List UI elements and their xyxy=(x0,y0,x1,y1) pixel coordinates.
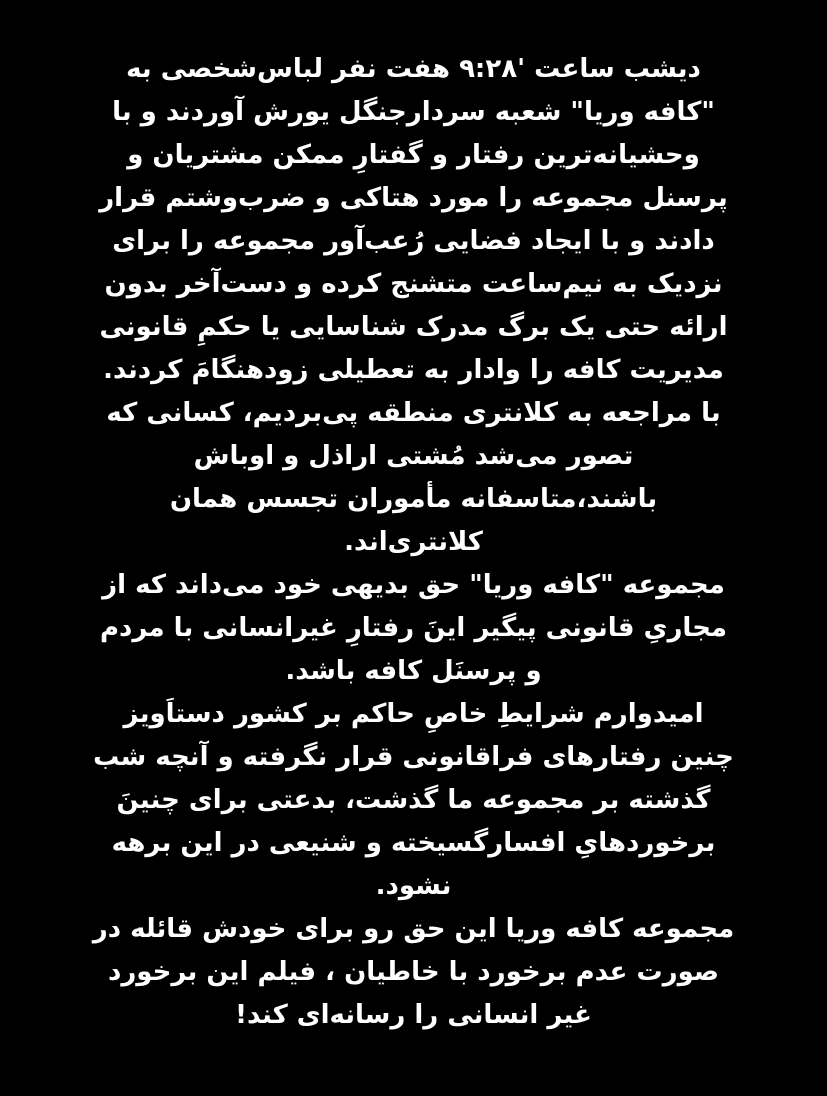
statement-line-8: مدیریت کافه را وادار به تعطیلی زودهنگامَ کردند. xyxy=(103,355,724,385)
statement-line-3: وحشیانه‌ترین رفتار و گفتارِ ممکن مشتریان و xyxy=(127,140,700,170)
statement-line-19: برخوردهایِ افسارگسیخته و شنیعی در این برهه xyxy=(111,828,716,858)
statement-line-4: پرسنل مجموعه را مورد هتاکی و ضرب‌وشتم قرار xyxy=(99,183,728,213)
statement-line-20: نشود. xyxy=(375,871,452,901)
statement-line-15: و پرسنَل کافه باشد. xyxy=(285,656,542,686)
statement-text-block xyxy=(60,48,767,1037)
statement-line-2: "کافه وریا" شعبه سردارجنگل یورش آوردند و با xyxy=(112,97,715,127)
statement-line-10: تصور می‌شد مُشتی اراذل و اوباش xyxy=(193,441,634,471)
statement-line-9: با مراجعه به کلانتری منطقه پی‌بردیم، کسانی که xyxy=(106,398,721,428)
statement-line-12: کلانتری‌اند. xyxy=(344,527,483,557)
statement-line-13: مجموعه "کافه وریا" حق بدیهی خود می‌داند که از xyxy=(102,570,725,600)
statement-line-6: نزدیک به نیم‌ساعت متشنج کرده و دست‌آخر بدون xyxy=(104,269,723,299)
statement-line-22: صورت عدم برخورد با خاطیان ، فیلم این برخورد xyxy=(107,957,719,987)
statement-line-18: گذشته بر مجموعه ما گذشت، بدعتی برای چنینَ xyxy=(116,785,711,815)
statement-line-5: دادند و با ایجاد فضایی رُعب‌آور مجموعه را برای xyxy=(112,226,715,256)
statement-line-23: غیر انسانی را رسانه‌ای کند! xyxy=(235,1000,592,1030)
statement-line-14: مجاریِ قانونی پیگیر اینَ رفتارِ غیرانسانی با مردم xyxy=(99,613,728,643)
statement-line-21: مجموعه کافه وریا این حق رو برای خودش قائله در xyxy=(92,914,735,944)
statement-line-16: امیدوارم شرایطِ خاصِ حاکم بر کشور دستاَویز xyxy=(123,699,704,729)
statement-line-1: دیشب ساعت '۹:۲۸ هفت نفر لباس‌شخصی به xyxy=(126,54,701,84)
statement-line-7: ارائه حتی یک برگ مدرک شناسایی یا حکمِ قانونی xyxy=(99,312,728,342)
statement-line-11: باشند،متاسفانه مأموران تجسس همان xyxy=(169,484,658,514)
statement-line-17: چنین رفتارهای فراقانونی قرار نگرفته و آنچه شب xyxy=(93,742,734,772)
